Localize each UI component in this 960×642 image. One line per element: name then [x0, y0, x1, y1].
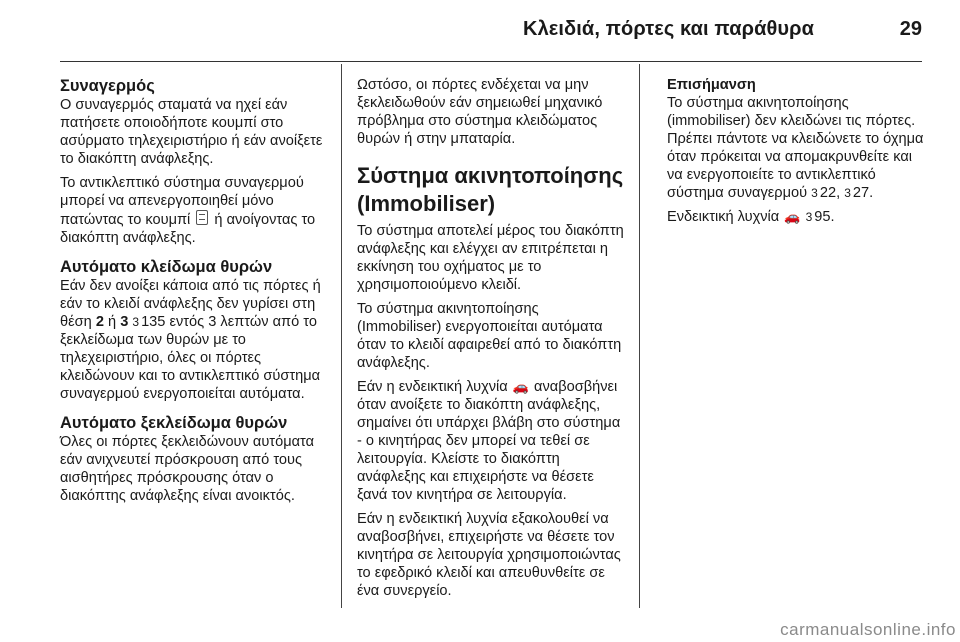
immobiliser-lamp-icon: 🚗	[512, 379, 529, 394]
paragraph: Εάν η ενδεικτική λυχνία εξακολουθεί να αναβοσβήνει, επιχειρήστε να θέσετε τον κινητήρα σε λειτουργία χρησιμοποιώντας το εφεδρικό κλειδί και απευθυνθείτε σε ένα συνεργείο.	[357, 511, 621, 599]
page-reference[interactable]: 22,	[819, 185, 841, 201]
column-1	[60, 76, 326, 511]
text-span: εντός 3 λεπτών από το ξεκλείδωμα των θυρών με το τηλεχειριστήριο, όλες οι πόρτες κλειδώνουν και το αντικλεπτικό σύστημα συναγερμού ενεργοποιείται αυτόματα.	[60, 314, 321, 402]
column-divider	[341, 64, 342, 608]
chapter-title: Κλειδιά, πόρτες και παράθυρα	[523, 18, 814, 40]
paragraph	[357, 378, 625, 504]
paragraph	[60, 277, 326, 403]
text-span: ή	[108, 314, 117, 330]
column-3	[667, 76, 929, 232]
text-span: Εάν η ενδεικτική λυχνία	[357, 379, 508, 395]
section-heading-alarm: Συναγερμός	[60, 77, 155, 95]
page-reference-arrow-icon: 3	[844, 186, 851, 200]
watermark: carmanualsonline.info	[780, 620, 956, 639]
text-span: Εάν δεν ανοίξει κάποια από τις πόρτες ή εάν το κλειδί ανάφλεξης δεν γυρίσει στη θέση	[60, 278, 321, 330]
paragraph: Όλες οι πόρτες ξεκλειδώνουν αυτόματα εάν ανιχνευτεί πρόσκρουση από τους αισθητήρες πρόσκρουσης όταν ο διακόπτης ανάφλεξης είναι ανοικτός.	[60, 434, 315, 504]
section-heading-autolock: Αυτόματο κλείδωμα θυρών	[60, 258, 273, 276]
column-divider	[639, 64, 640, 608]
page-reference-arrow-icon: 3	[811, 186, 818, 200]
header-divider	[60, 61, 922, 62]
section-heading-immobiliser: Σύστημα ακινητοποίησης (Immobiliser)	[357, 163, 624, 216]
page-reference[interactable]: 95.	[814, 209, 835, 225]
paragraph: Το σύστημα ακινητοποίησης (Immobiliser) ενεργοποιείται αυτόματα όταν το κλειδί αφαιρεθεί από το διακόπτη ανάφλεξης.	[357, 301, 622, 371]
column-2	[357, 76, 625, 606]
text-span: Το σύστημα ακινητοποίησης (immobiliser) δεν κλειδώνει τις πόρτες. Πρέπει πάντοτε να κλειδώνετε το όχημα όταν πρόκειται να απομακρυνθείτε και να ενεργοποιείτε το αντικλεπτικό σύστημα συναγερμού	[667, 95, 924, 201]
key-button-icon	[196, 210, 208, 225]
text-span: αναβοσβήνει όταν ανοίξετε το διακόπτη ανάφλεξης, σημαίνει ότι υπάρχει βλάβη στο σύστημα - ο κινητήρας δεν μπορεί να τεθεί σε λειτουργία. Κλείστε το διακόπτη ανάφλεξης και επιχειρήστε να θέσετε ξανά τον κινητήρα σε λειτουργία.	[357, 379, 621, 503]
page-reference-arrow-icon: 3	[805, 210, 813, 224]
section-heading-autounlock: Αυτόματο ξεκλείδωμα θυρών	[60, 414, 288, 432]
position-number: 3	[120, 314, 129, 330]
page-reference[interactable]: 27.	[852, 185, 874, 201]
page-reference-arrow-icon: 3	[132, 315, 140, 329]
paragraph: Ο συναγερμός σταματά να ηχεί εάν πατήσετε οποιοδήποτε κουμπί στο ασύρματο τηλεχειριστήριο ή εάν ανοίξετε το διακόπτη ανάφλεξης.	[60, 97, 323, 167]
page-number: 29	[899, 18, 922, 40]
immobiliser-lamp-icon: 🚗	[784, 209, 801, 224]
text-span: Ενδεικτική λυχνία	[667, 209, 780, 225]
note-heading: Επισήμανση	[667, 77, 756, 93]
text-span: Το αντικλεπτικό σύστημα συναγερμού μπορεί να απενεργοποιηθεί μόνο πατώντας το κουμπί	[60, 175, 304, 228]
text-span: ή ανοίγοντας το διακόπτη ανάφλεξης.	[60, 212, 316, 246]
note-paragraph	[667, 94, 929, 202]
paragraph: Ωστόσο, οι πόρτες ενδέχεται να μην ξεκλειδωθούν εάν σημειωθεί μηχανικό πρόβλημα στο σύστημα κλειδώματος θυρών ή στην μπαταρία.	[357, 77, 603, 147]
paragraph	[667, 208, 929, 226]
page-reference[interactable]: 135	[141, 314, 166, 330]
paragraph	[60, 174, 326, 247]
position-number: 2	[95, 314, 104, 330]
paragraph: Το σύστημα αποτελεί μέρος του διακόπτη ανάφλεξης και ελέγχει αν επιτρέπεται η εκκίνηση του οχήματος με το χρησιμοποιούμενο κλειδί.	[357, 223, 624, 293]
